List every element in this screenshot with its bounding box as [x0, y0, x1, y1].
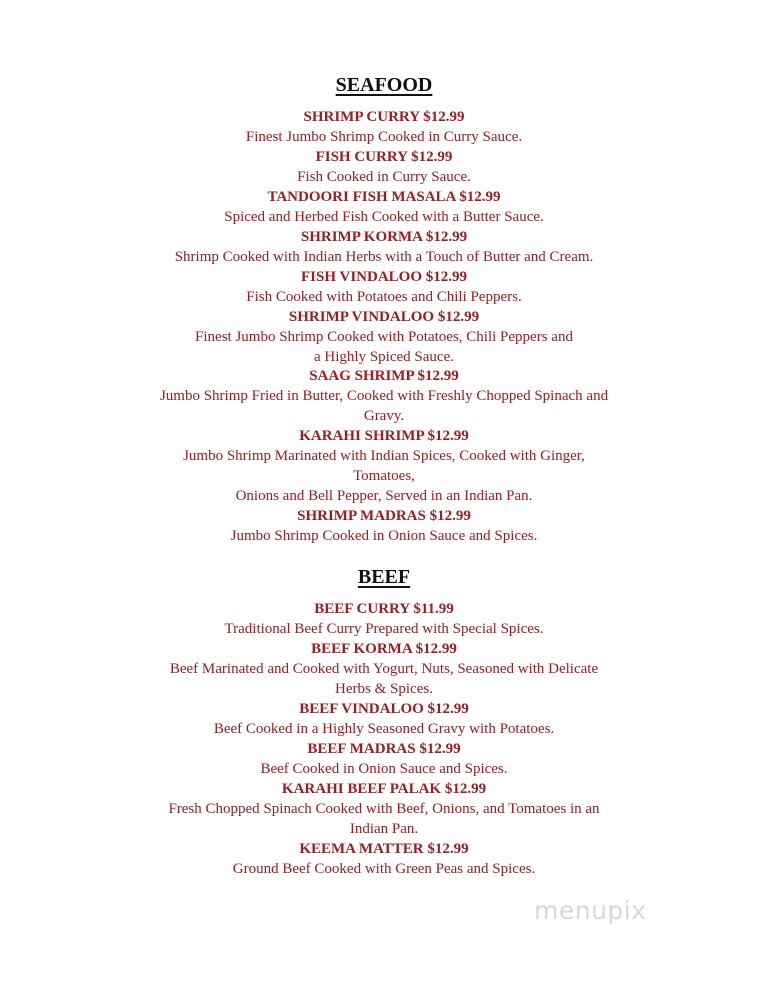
menu-item-name: SHRIMP CURRY $12.99	[303, 109, 465, 125]
menu-item-description: Beef Cooked in Onion Sauce and Spices.	[260, 761, 508, 777]
menu-item-description: Herbs & Spices.	[335, 681, 433, 697]
menu-item-description: Gravy.	[363, 408, 405, 424]
menu-item-description: a Highly Spiced Sauce.	[314, 349, 454, 365]
menu-item-description: Shrimp Cooked with Indian Herbs with a Touch of Butter and Cream.	[174, 249, 594, 265]
section-title-seafood: SEAFOOD	[335, 74, 433, 96]
menu-item-description: Traditional Beef Curry Prepared with Special Spices.	[224, 621, 544, 637]
menu-item-description: Finest Jumbo Shrimp Cooked in Curry Sauce.	[245, 129, 523, 145]
menu-item-name: SAAG SHRIMP $12.99	[309, 368, 459, 384]
menu-item-name: BEEF KORMA $12.99	[311, 641, 457, 657]
menu-item-name: BEEF CURRY $11.99	[314, 601, 454, 617]
menu-item-description: Fish Cooked in Curry Sauce.	[297, 169, 471, 185]
menu-item-description: Beef Cooked in a Highly Seasoned Gravy with Potatoes.	[213, 721, 555, 737]
menu-item-description: Jumbo Shrimp Cooked in Onion Sauce and Spices.	[230, 528, 538, 544]
menu-item-name: SHRIMP VINDALOO $12.99	[288, 309, 480, 325]
section-title-beef: BEEF	[357, 566, 411, 588]
menu-item-description: Onions and Bell Pepper, Served in an Indian Pan.	[235, 488, 533, 504]
menu-item-description: Finest Jumbo Shrimp Cooked with Potatoes, Chili Peppers and	[195, 329, 573, 345]
menu-item-description: Fish Cooked with Potatoes and Chili Peppers.	[246, 289, 522, 305]
menu-item-name: KARAHI BEEF PALAK $12.99	[281, 781, 487, 797]
menu-item-name: KEEMA MATTER $12.99	[299, 841, 469, 857]
menu-item-name: TANDOORI FISH MASALA $12.99	[267, 189, 501, 205]
menu-item-description: Spiced and Herbed Fish Cooked with a Butter Sauce.	[224, 209, 544, 225]
menu-item-description: Tomatoes,	[353, 468, 415, 484]
menupix-watermark: menupix	[534, 896, 647, 925]
menu-item-description: Beef Marinated and Cooked with Yogurt, Nuts, Seasoned with Delicate	[169, 661, 599, 677]
menu-item-name: KARAHI SHRIMP $12.99	[299, 428, 469, 444]
menu-item-description: Indian Pan.	[349, 821, 419, 837]
menu-item-name: BEEF VINDALOO $12.99	[299, 701, 469, 717]
menu-item-name: FISH CURRY $12.99	[315, 149, 453, 165]
menu-item-description: Ground Beef Cooked with Green Peas and Spices.	[232, 861, 536, 877]
menu-item-name: SHRIMP MADRAS $12.99	[297, 508, 471, 524]
menu-item-description: Fresh Chopped Spinach Cooked with Beef, Onions, and Tomatoes in an	[168, 801, 600, 817]
menu-item-name: BEEF MADRAS $12.99	[307, 741, 461, 757]
menu-item-name: SHRIMP KORMA $12.99	[300, 229, 468, 245]
menu-item-description: Jumbo Shrimp Fried in Butter, Cooked with Freshly Chopped Spinach and	[159, 388, 609, 404]
menu-item-name: FISH VINDALOO $12.99	[301, 269, 467, 285]
menu-item-description: Jumbo Shrimp Marinated with Indian Spices, Cooked with Ginger,	[183, 448, 585, 464]
